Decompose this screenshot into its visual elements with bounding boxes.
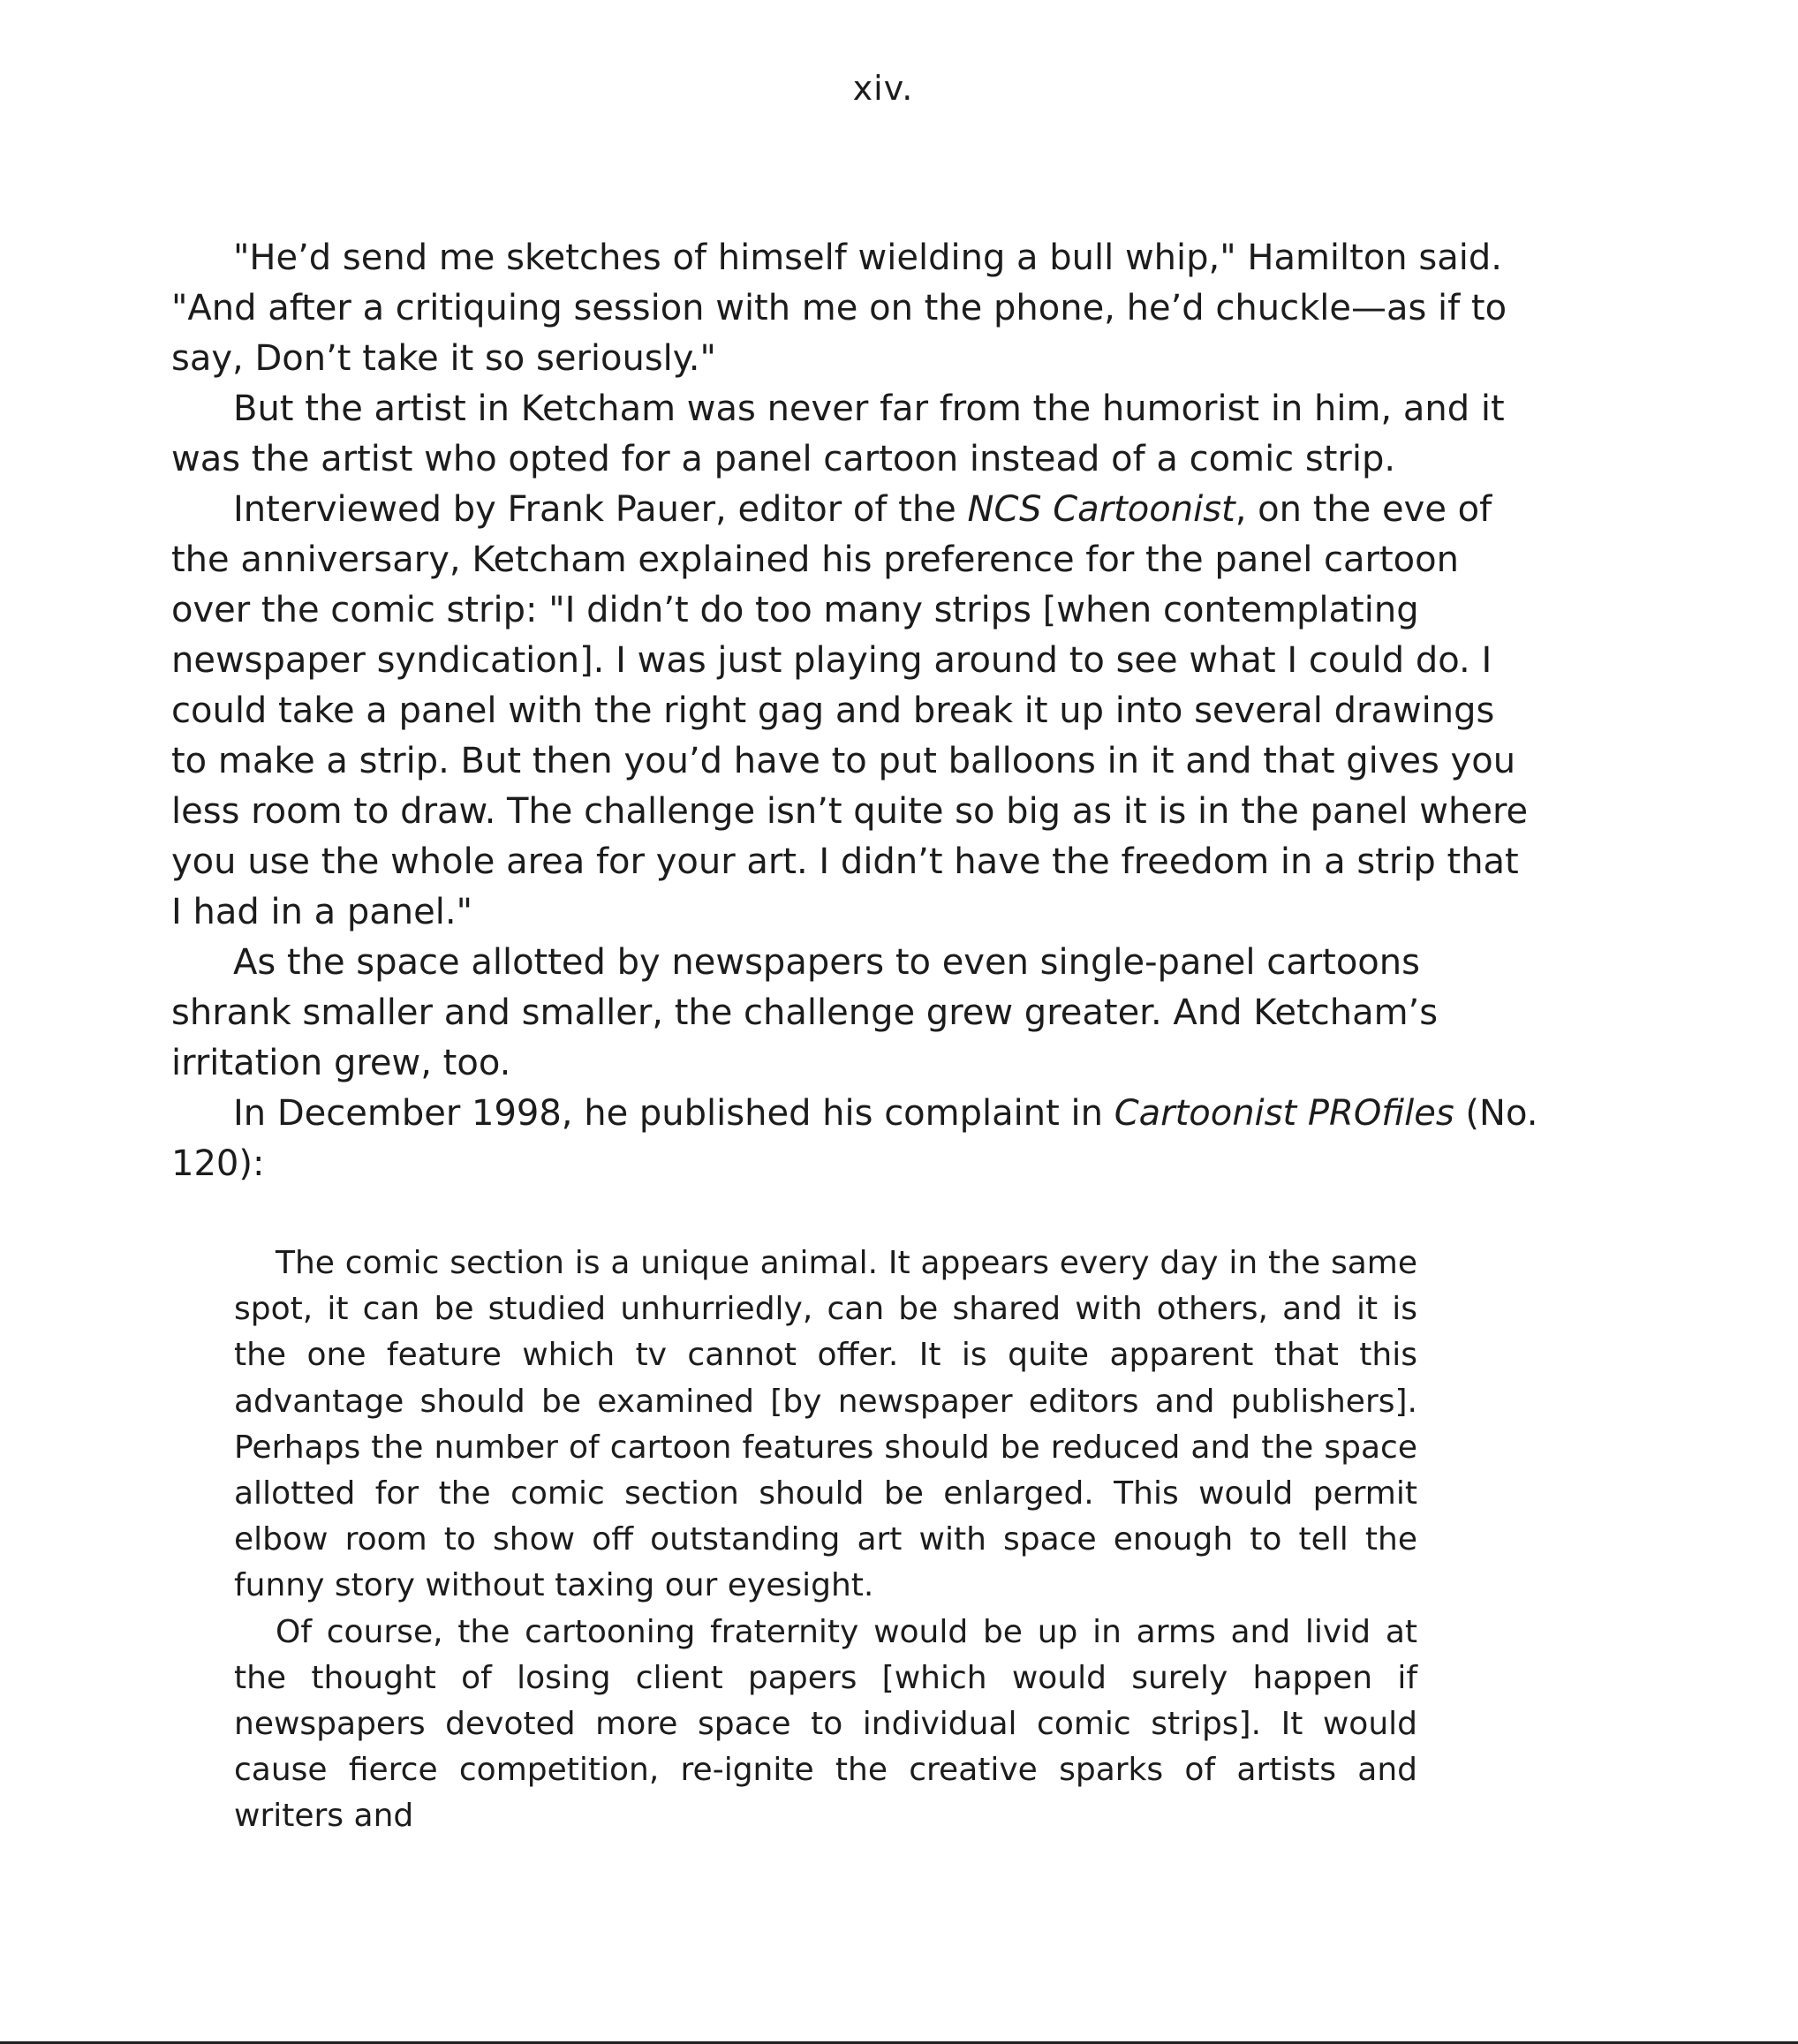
body-text <box>171 233 1540 1189</box>
paragraph-december-1998 <box>171 1089 1540 1189</box>
paragraph-text-end: (No. 120): <box>171 1093 1538 1184</box>
page-number: xiv. <box>852 69 914 108</box>
paragraph-text-end: , on the eve of the anniversary, Ketcham explained his preference for the panel cartoon over the comic strip: "I didn’t do too many strips [when contemplating newspaper syndication]. I was just playing around to see what I could do. I could take a panel with the right gag and break it up into several drawings to make a strip. But then you’d have to put balloons in it and that gives you less room to draw. The challenge isn’t quite so big as it is in the panel where you use the whole area for your art. I didn’t have the freedom in a strip that I had in a panel." <box>171 489 1529 932</box>
paragraph-pauer-interview <box>171 485 1540 938</box>
paragraph-text-start: Interviewed by Frank Pauer, editor of the <box>233 489 968 530</box>
block-quote <box>234 1241 1417 1840</box>
paragraph-space-shrinking: As the space allotted by newspapers to even single-panel cartoons shrank smaller and smaller, the challenge grew greater. And Ketcham’s irritation grew, too. <box>171 942 1439 1083</box>
quote-paragraph-comic-section: The comic section is a unique animal. It appears every day in the same spot, it can be studied unhurriedly, can be shared with others, and it is the one feature which tv cannot offer. It is quite apparent that this advantage should be examined [by newspaper editors and publishers]. Perhaps the number of cartoon features should be reduced and the space allotted for the comic section should be enlarged. This would permit elbow room to show off outstanding art with space enough to tell the funny story without taxing our eyesight. <box>234 1245 1417 1604</box>
paragraph-artist-humorist: But the artist in Ketcham was never far from the humorist in him, and it was the artist who opted for a panel cartoon instead of a comic strip. <box>171 388 1505 479</box>
publication-title: Cartoonist PROfiles <box>1114 1093 1454 1134</box>
paragraph-text-start: In December 1998, he published his complaint in <box>233 1093 1114 1134</box>
publication-title: NCS Cartoonist <box>967 489 1235 530</box>
quote-paragraph-cartooning-fraternity: Of course, the cartooning fraternity would be up in arms and livid at the thought of losing client papers [which would surely happen if newspapers devoted more space to individual comic strips]. It would cause fierce competition, re-ignite the creative sparks of artists and writers and <box>234 1613 1417 1835</box>
paragraph-hamilton-quote: "He’d send me sketches of himself wielding a bull whip," Hamilton said. "And after a critiquing session with me on the phone, he’d chuckle—as if to say, Don’t take it so seriously." <box>171 238 1507 379</box>
